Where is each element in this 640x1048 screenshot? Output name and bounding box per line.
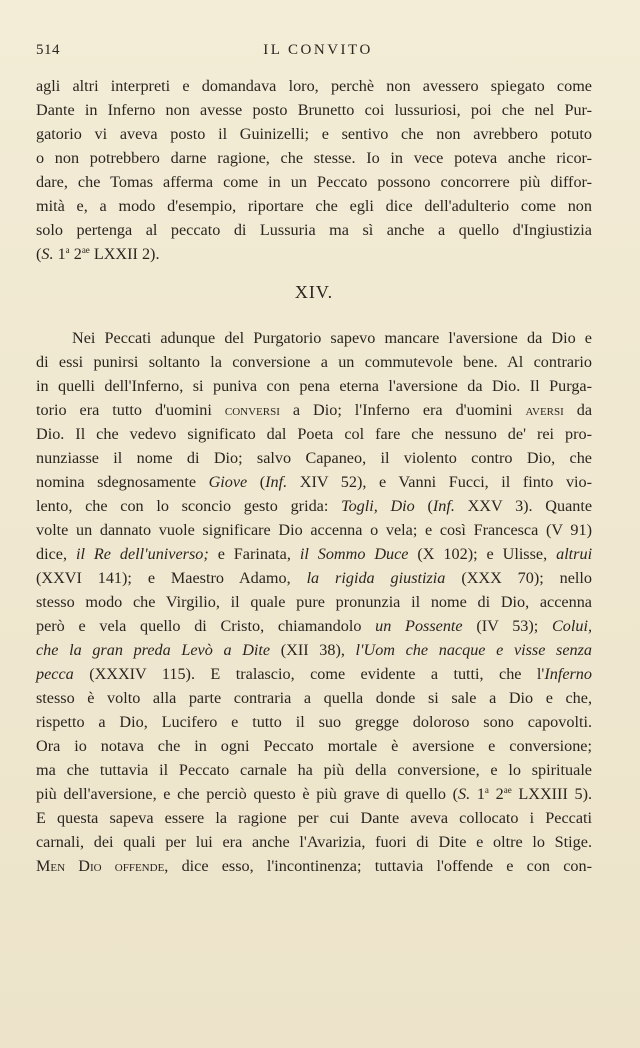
text-line: nomina sdegnosamente Giove (Inf. XIV 52), e Vanni Fucci, il finto vio- xyxy=(36,473,593,491)
text-line: agli altri interpreti e domandava loro, perchè non avessero spiegato come xyxy=(36,77,592,95)
text-line: Ora io notava che in ogni Peccato mortale è aversione e conversione; xyxy=(36,737,592,755)
text-line: Men Dio offende, dice esso, l'incontinenza; tuttavia l'offende e con con- xyxy=(36,857,592,875)
text-line: in quelli dell'Inferno, si puniva con pena eterna l'aversione da Dio. Il Purga- xyxy=(36,377,592,395)
text-line: di essi punirsi soltanto la conversione a un commutevole bene. Al contrario xyxy=(36,353,592,371)
text-line: dare, che Tomas afferma come in un Peccato possono concorrere più diffor- xyxy=(36,173,592,191)
page-number: 514 xyxy=(36,42,60,58)
text-line: però e vela quello di Cristo, chiamandolo un Possente (IV 53); Colui, xyxy=(36,617,593,635)
text-line: pecca (XXXIV 115). E tralascio, come evidente a tutti, che l'Inferno xyxy=(36,665,592,683)
text-line: lento, che con lo sconcio gesto grida: Togli, Dio (Inf. XXV 3). Quante xyxy=(36,497,593,515)
text-line: dice, il Re dell'universo; e Farinata, il Sommo Duce (X 102); e Ulisse, altrui xyxy=(36,545,593,563)
running-header xyxy=(36,42,600,62)
text-line: ma che tuttavia il Peccato carnale ha più della conversione, e lo spirituale xyxy=(36,761,592,779)
text-line: E questa sapeva essere la ragione per cui Dante aveva collocato i Peccati xyxy=(36,809,592,827)
text-line: Dante in Inferno non avesse posto Brunetto coi lussuriosi, poi che nel Pur- xyxy=(36,101,592,119)
text-line: che la gran preda Levò a Dite (XII 38), l'Uom che nacque e visse senza xyxy=(36,641,593,659)
text-line: rispetto a Dio, Lucifero e tutto il suo gregge doloroso sono capovolti. xyxy=(36,713,592,731)
text-line: solo pertenga al peccato di Lussuria ma sì anche a quello d'Ingiustizia xyxy=(36,221,592,239)
text-line: o non potrebbero darne ragione, che stesse. Io in vece poteva anche ricor- xyxy=(36,149,592,167)
text-line: Dio. Il che vedevo significato dal Poeta col fare che nessuno de' rei pro- xyxy=(36,425,592,443)
text-line: più dell'aversione, e che perciò questo è più grave di quello (S. 1$^a$ $2^{ae}$ LXXIII 5). xyxy=(36,785,593,803)
text-line: stesso modo che Virgilio, il quale pure pronunzia il nome di Dio, accenna xyxy=(36,593,592,611)
text-line: gatorio vi aveva posto il Guinizelli; e sentivo che non avrebbero potuto xyxy=(36,125,592,143)
text-line: stesso è volto alla parte contraria a quella donde si sale a Dio e che, xyxy=(36,689,592,707)
text-line: Nei Peccati adunque del Purgatorio sapevo mancare l'aversione da Dio e xyxy=(72,329,592,347)
text-line: (XXVI 141); e Maestro Adamo, la rigida giustizia (XXX 70); nello xyxy=(36,569,593,587)
text-line: volte un dannato vuole significare Dio accenna o vela; e così Francesca (V 91) xyxy=(36,521,592,539)
text-line: mità e, a modo d'esempio, riportare che egli dice dell'adulterio come non xyxy=(36,197,592,215)
running-title: IL CONVITO xyxy=(263,42,373,58)
text-line: torio era tutto d'uomini conversi a Dio; l'Inferno era d'uomini aversi da xyxy=(36,401,593,419)
text-line: (S. 1$^a$ $2^{ae}$ LXXII 2). xyxy=(36,245,160,263)
section-heading: XIV. xyxy=(294,282,334,302)
text-line: carnali, dei quali per lui era anche l'Avarizia, fuori di Dite e oltre lo Stige. xyxy=(36,833,592,851)
text-line: nunziasse il nome di Dio; salvo Capaneo, il violento contro Dio, che xyxy=(36,449,592,467)
